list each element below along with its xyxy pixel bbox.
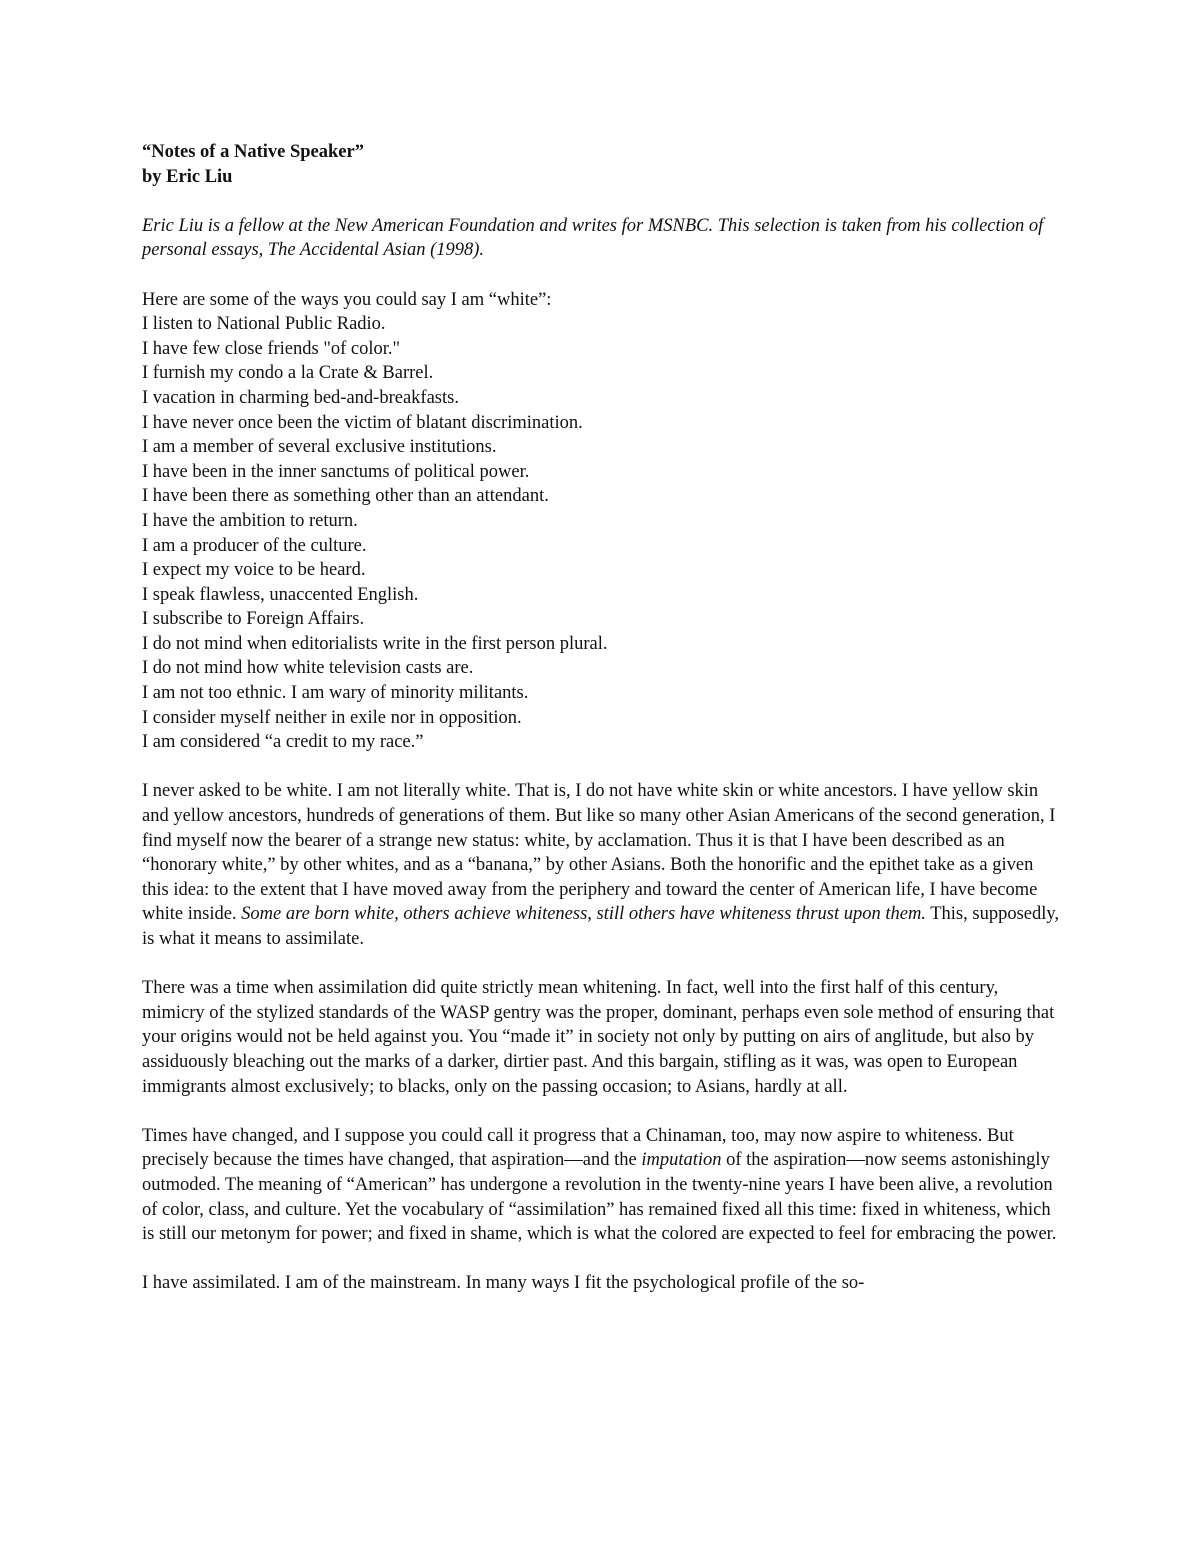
trait-item: I have the ambition to return. — [142, 510, 358, 531]
trait-item: I expect my voice to be heard. — [142, 560, 366, 581]
paragraph-3 — [142, 1124, 1062, 1247]
paragraph-2: There was a time when assimilation did quite strictly mean whitening. In fact, well into the first half of this century, mimicry of the stylized standards of the WASP gentry was the proper, dominant, perhaps even sole method of ensuring that your origins would not be held against you. You “made it” in society not only by putting on airs of anglitude, but also by assiduously bleaching out the marks of a darker, dirtier past. And this bargain, stifling as it was, was open to European immigrants almost exclusively; to blacks, only on the passing occasion; to Asians, hardly at all. — [142, 978, 1055, 1097]
paragraph-3-end: of the aspiration—now seems astonishingly outmoded. The meaning of “American” has undergone a revolution in the twenty-nine years I have been alive, a revolution of color, class, and culture. Yet the vocabulary of “assimilation” has remained fixed all this time: fixed in whiteness, which is still our metonym for power; and fixed in shame, which is what the colored are expected to feel for embracing the power. — [142, 1150, 1057, 1245]
trait-item: I vacation in charming bed-and-breakfasts. — [142, 387, 459, 408]
essay-byline: by Eric Liu — [142, 166, 233, 187]
essay-title: “Notes of a Native Speaker” — [142, 142, 364, 162]
list-heading: Here are some of the ways you could say I am “white”: — [142, 289, 552, 310]
document-body — [142, 140, 1062, 1321]
traits-list — [142, 312, 1062, 755]
trait-item: I subscribe to Foreign Affairs. — [142, 609, 365, 630]
paragraph-1-end: This, supposedly, is what it means to assimilate. — [142, 904, 1060, 949]
trait-item: I am considered “a credit to my race.” — [142, 732, 424, 753]
trait-item: I furnish my condo a la Crate & Barrel. — [142, 363, 434, 384]
trait-item: I have never once been the victim of blatant discrimination. — [142, 412, 583, 433]
paragraph-1-italic: Some are born white, others achieve whiteness, still others have whiteness thrust upon them. — [241, 904, 926, 925]
paragraph-1-text: I never asked to be white. I am not literally white. That is, I do not have white skin or white ancestors. I have yellow skin and yellow ancestors, hundreds of generations of them. But like so many other Asian Americans of the second generation, I find myself now the bearer of a strange new status: white, by acclamation. Thus it is that I have been described as an “honorary white,” by other whites, and as a “banana,” by other Asians. Both the honorific and the epithet take as a given this idea: to the extent that I have moved away from the periphery and toward the center of American life, I have become white inside. — [142, 781, 1056, 925]
trait-item: I have few close friends "of color." — [142, 338, 401, 359]
paragraph-4: I have assimilated. I am of the mainstream. In many ways I fit the psychological profile of the so- — [142, 1273, 865, 1294]
trait-item: I have been there as something other than an attendant. — [142, 486, 549, 507]
trait-item: I do not mind how white television casts are. — [142, 658, 474, 679]
trait-item: I am a member of several exclusive institutions. — [142, 437, 497, 458]
trait-item: I am a producer of the culture. — [142, 535, 367, 556]
trait-item: I have been in the inner sanctums of political power. — [142, 461, 530, 482]
paragraph-3-text: Times have changed, and I suppose you could call it progress that a Chinaman, too, may now aspire to whiteness. But precisely because the times have changed, that aspiration—and the — [142, 1125, 1014, 1171]
paragraph-3-italic: imputation — [641, 1150, 722, 1171]
trait-item: I speak flawless, unaccented English. — [142, 584, 419, 605]
paragraph-1 — [142, 779, 1062, 951]
trait-item: I listen to National Public Radio. — [142, 314, 386, 335]
author-intro: Eric Liu is a fellow at the New American Foundation and writes for MSNBC. This selection is taken from his collection of personal essays, The Accidental Asian (1998). — [142, 215, 1044, 261]
trait-item: I consider myself neither in exile nor in opposition. — [142, 707, 522, 728]
trait-item: I do not mind when editorialists write in the first person plural. — [142, 633, 608, 654]
trait-item: I am not too ethnic. I am wary of minority militants. — [142, 683, 529, 704]
